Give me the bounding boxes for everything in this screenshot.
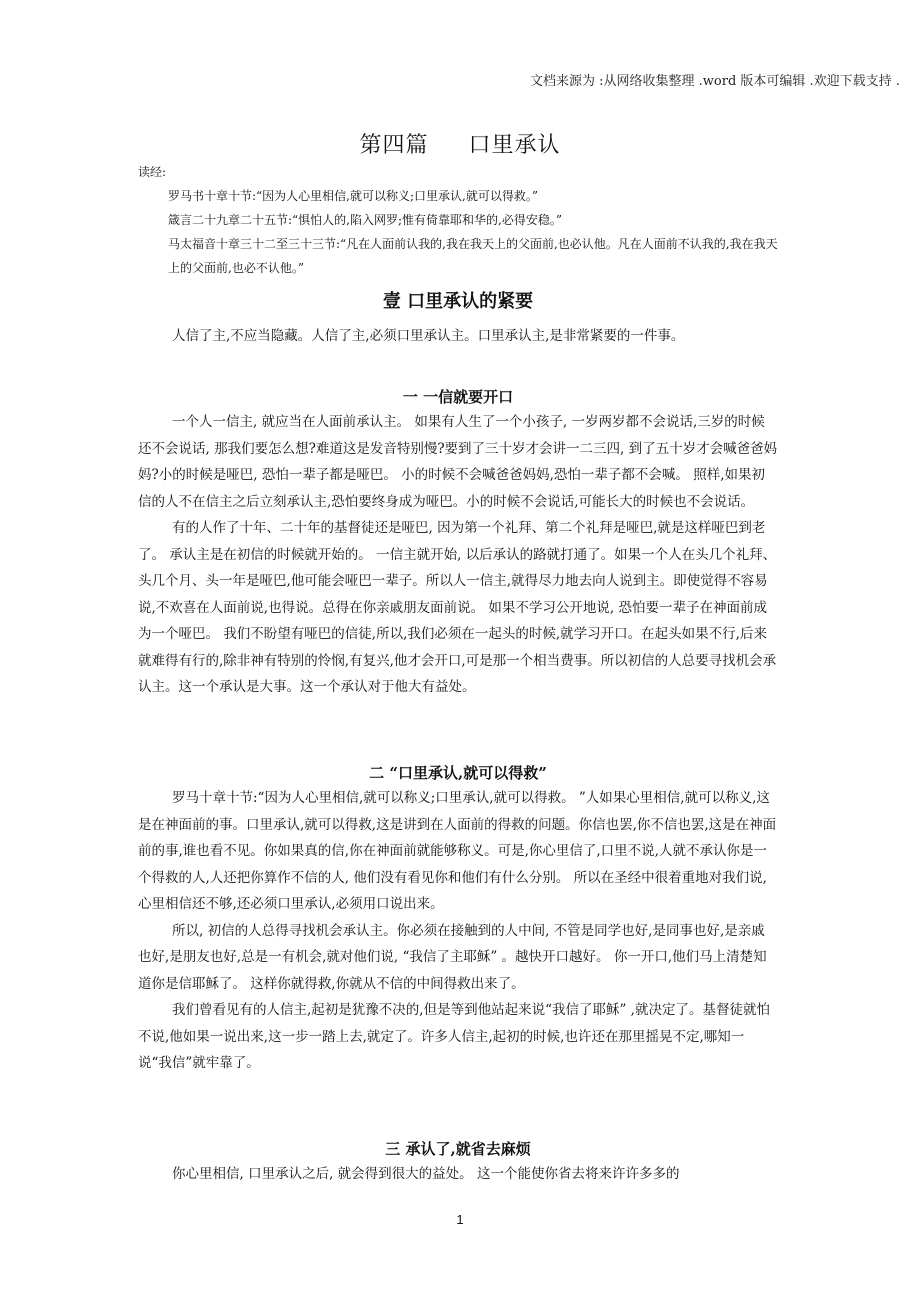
page-number: 1	[456, 1212, 464, 1227]
reading-verse: 马太福音十章三十二至三十三节:“凡在人面前认我的,我在我天上的父面前,也必认他。凡在人面前不认我的,我在我天上的父面前,也必不认他。”	[168, 237, 778, 275]
paragraph: 一个人一信主, 就应当在人面前承认主。 如果有人生了一个小孩子, 一岁两岁都不会说话,三岁的时候还不会说话, 那我们要怎么想?难道这是发音特别慢?要到了三十岁才会讲一二三四, 到了五十岁才会喊爸爸妈妈?小的时候是哑巴, 恐怕一辈子都是哑巴。 小的时候不会喊爸爸妈妈,恐怕一辈子都不会喊。 照样,如果初信的人不在信主之后立刻承认主,恐怕要终身成为哑巴。小的时候不会说话,可能长大的时候也不会说话。	[138, 414, 778, 510]
paragraph: 所以, 初信的人总得寻找机会承认主。你必须在接触到的人中间, 不管是同学也好,是同事也好,是亲戚也好,是朋友也好,总是一有机会,就对他们说, “我信了主耶稣” 。越快开口越好。 你一开口,他们马上清楚知道你是信耶稣了。 这样你就得救,你就从不信的中间得救出来了。	[138, 922, 767, 992]
reading-verse: 罗马书十章十节:“因为人心里相信,就可以称义;口里承认,就可以得救。”	[168, 189, 538, 203]
subsection-3	[138, 1138, 778, 1188]
subsection-heading: 二 “口里承认,就可以得救”	[369, 764, 547, 782]
subsection-heading: 一 一信就要开口	[402, 388, 514, 406]
subsection-heading: 三 承认了,就省去麻烦	[385, 1140, 531, 1158]
paragraph: 人信了主,不应当隐藏。人信了主,必须口里承认主。口里承认主,是非常紧要的一件事。	[172, 328, 685, 344]
chapter-title-part2: 口里承认	[468, 133, 561, 158]
chapter-title-part1: 第四篇	[359, 133, 429, 158]
chapter-title	[0, 128, 920, 159]
subsection-1	[138, 386, 778, 701]
reading-label: 读经:	[138, 165, 167, 179]
reading-section	[138, 160, 778, 280]
paragraph: 我们曾看见有的人信主,起初是犹豫不决的,但是等到他站起来说“我信了耶稣” ,就决定了。基督徒就怕不说,他如果一说出来,这一步一踏上去,就定了。许多人信主,起初的时候,也许还在那里摇晃不定,哪知一说“我信”就牢靠了。	[138, 1002, 770, 1071]
section-heading: 壹 口里承认的紧要	[382, 291, 534, 312]
paragraph: 你心里相信, 口里承认之后, 就会得到很大的益处。 这一个能使你省去将来许许多多的	[172, 1166, 680, 1182]
header-source-note: 文档来源为 :从网络收集整理 .word 版本可编辑 .欢迎下载支持 .	[530, 74, 900, 89]
section-1	[138, 287, 778, 350]
paragraph: 罗马十章十节:“因为人心里相信,就可以称义;口里承认,就可以得救。 ”人如果心里相信,就可以称义,这是在神面前的事。口里承认,就可以得救,这是讲到在人面前的得救的问题。你信也罢,你不信也罢,这是在神面前的事,谁也看不见。你如果真的信,你在神面前就能够称义。可是,你心里信了,口里不说,人就不承认你是一个得救的人,人还把你算作不信的人, 他们没有看见你和他们有什么分别。 所以在圣经中很着重地对我们说, 心里相信还不够,还必须口里承认,必须用口说出来。	[138, 790, 777, 912]
reading-verse: 箴言二十九章二十五节:“惧怕人的,陷入网罗;惟有倚靠耶和华的,必得安稳。”	[168, 213, 562, 227]
paragraph: 有的人作了十年、二十年的基督徒还是哑巴, 因为第一个礼拜、第二个礼拜是哑巴,就是这样哑巴到老了。 承认主是在初信的时候就开始的。 一信主就开始, 以后承认的路就打通了。如果一个人在头几个礼拜、头几个月、头一年是哑巴,他可能会哑巴一辈子。所以人一信主,就得尽力地去向人说到主。即使觉得不容易说,不欢喜在人面前说,也得说。总得在你亲戚朋友面前说。 如果不学习公开地说, 恐怕要一辈子在神面前成为一个哑巴。 我们不盼望有哑巴的信徒,所以,我们必须在一起头的时候,就学习开口。在起头如果不行,后来就难得有行的,除非神有特别的怜悯,有复兴,他才会开口,可是那一个相当费事。所以初信的人总要寻找机会承认主。这一个承认是大事。这一个承认对于他大有益处。	[138, 520, 777, 695]
subsection-2	[138, 762, 778, 1077]
